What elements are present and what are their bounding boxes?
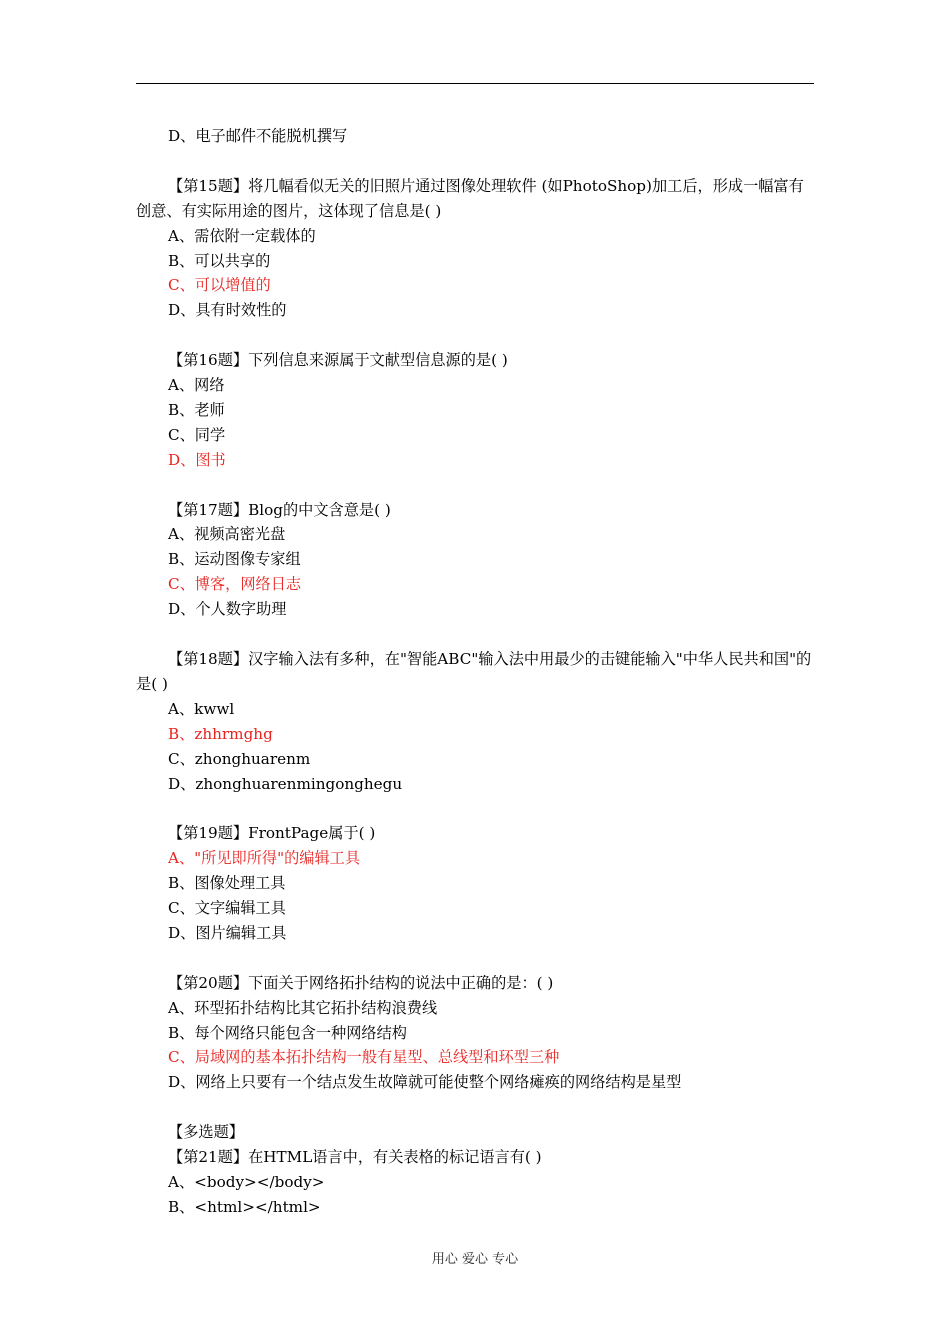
option-a: A、需依附一定载体的: [168, 226, 316, 245]
question-stem: 【第21题】在HTML语言中，有关表格的标记语言有( ): [168, 1148, 542, 1167]
page-footer: 用心 爱心 专心: [431, 1252, 519, 1267]
option-d-correct: D、图书: [168, 450, 226, 469]
option-a-correct: A、"所见即所得"的编辑工具: [168, 849, 361, 868]
option-c-correct: C、局域网的基本拓扑结构一般有星型、总线型和环型三种: [168, 1048, 560, 1067]
option-b: B、每个网络只能包含一种网络结构: [168, 1023, 407, 1042]
option-b-correct: B、zhhrmghg: [168, 724, 273, 743]
option-d: D、具有时效性的: [168, 301, 287, 320]
option-c: C、文字编辑工具: [168, 899, 286, 918]
option-d: D、图片编辑工具: [168, 923, 287, 942]
option-b: B、运动图像专家组: [168, 550, 301, 569]
section-heading-multiple-choice: 【多选题】: [168, 1123, 244, 1142]
question-17: [136, 498, 816, 623]
question-stem: 【第17题】Blog的中文含意是( ): [168, 500, 391, 519]
option-b: B、图像处理工具: [168, 874, 286, 893]
option-b: B、<html></html>: [168, 1197, 321, 1216]
option-a: A、环型拓扑结构比其它拓扑结构浪费线: [168, 998, 438, 1017]
header-rule: [136, 83, 814, 84]
option-d: D、个人数字助理: [168, 600, 287, 619]
question-16: [136, 348, 816, 473]
option-c-correct: C、可以增值的: [168, 276, 271, 295]
question-stem: 【第18题】汉字输入法有多种，在"智能ABC"输入法中用最少的击键能输入"中华人民共和国"的是( ): [136, 649, 812, 693]
option-d: D、网络上只要有一个结点发生故障就可能使整个网络瘫痪的网络结构是星型: [168, 1073, 682, 1092]
option-a: A、<body></body>: [168, 1172, 325, 1191]
question-15: [136, 174, 816, 323]
option-b: B、老师: [168, 400, 225, 419]
option-c: C、zhonghuarenm: [168, 749, 311, 768]
question-21: [136, 1145, 816, 1220]
question-19: [136, 821, 816, 946]
option-c-correct: C、博客，网络日志: [168, 575, 302, 594]
question-stem: 【第15题】将几幅看似无关的旧照片通过图像处理软件 (如PhotoShop)加工后，形成一幅富有创意、有实际用途的图片，这体现了信息是( ): [136, 176, 804, 220]
prev-option-d: D、电子邮件不能脱机撰写: [168, 127, 348, 145]
question-stem: 【第16题】下列信息来源属于文献型信息源的是( ): [168, 351, 508, 370]
question-20: [136, 971, 816, 1096]
option-a: A、网络: [168, 376, 225, 395]
option-c: C、同学: [168, 425, 226, 444]
option-a: A、kwwl: [168, 699, 235, 718]
option-b: B、可以共享的: [168, 251, 271, 270]
question-stem: 【第20题】下面关于网络拓扑结构的说法中正确的是：( ): [168, 973, 554, 992]
option-a: A、视频高密光盘: [168, 525, 286, 544]
option-d: D、zhonghuarenmingonghegu: [168, 774, 403, 793]
question-18: [136, 647, 816, 796]
question-stem: 【第19题】FrontPage属于( ): [168, 824, 376, 843]
document-body: [136, 124, 816, 1220]
